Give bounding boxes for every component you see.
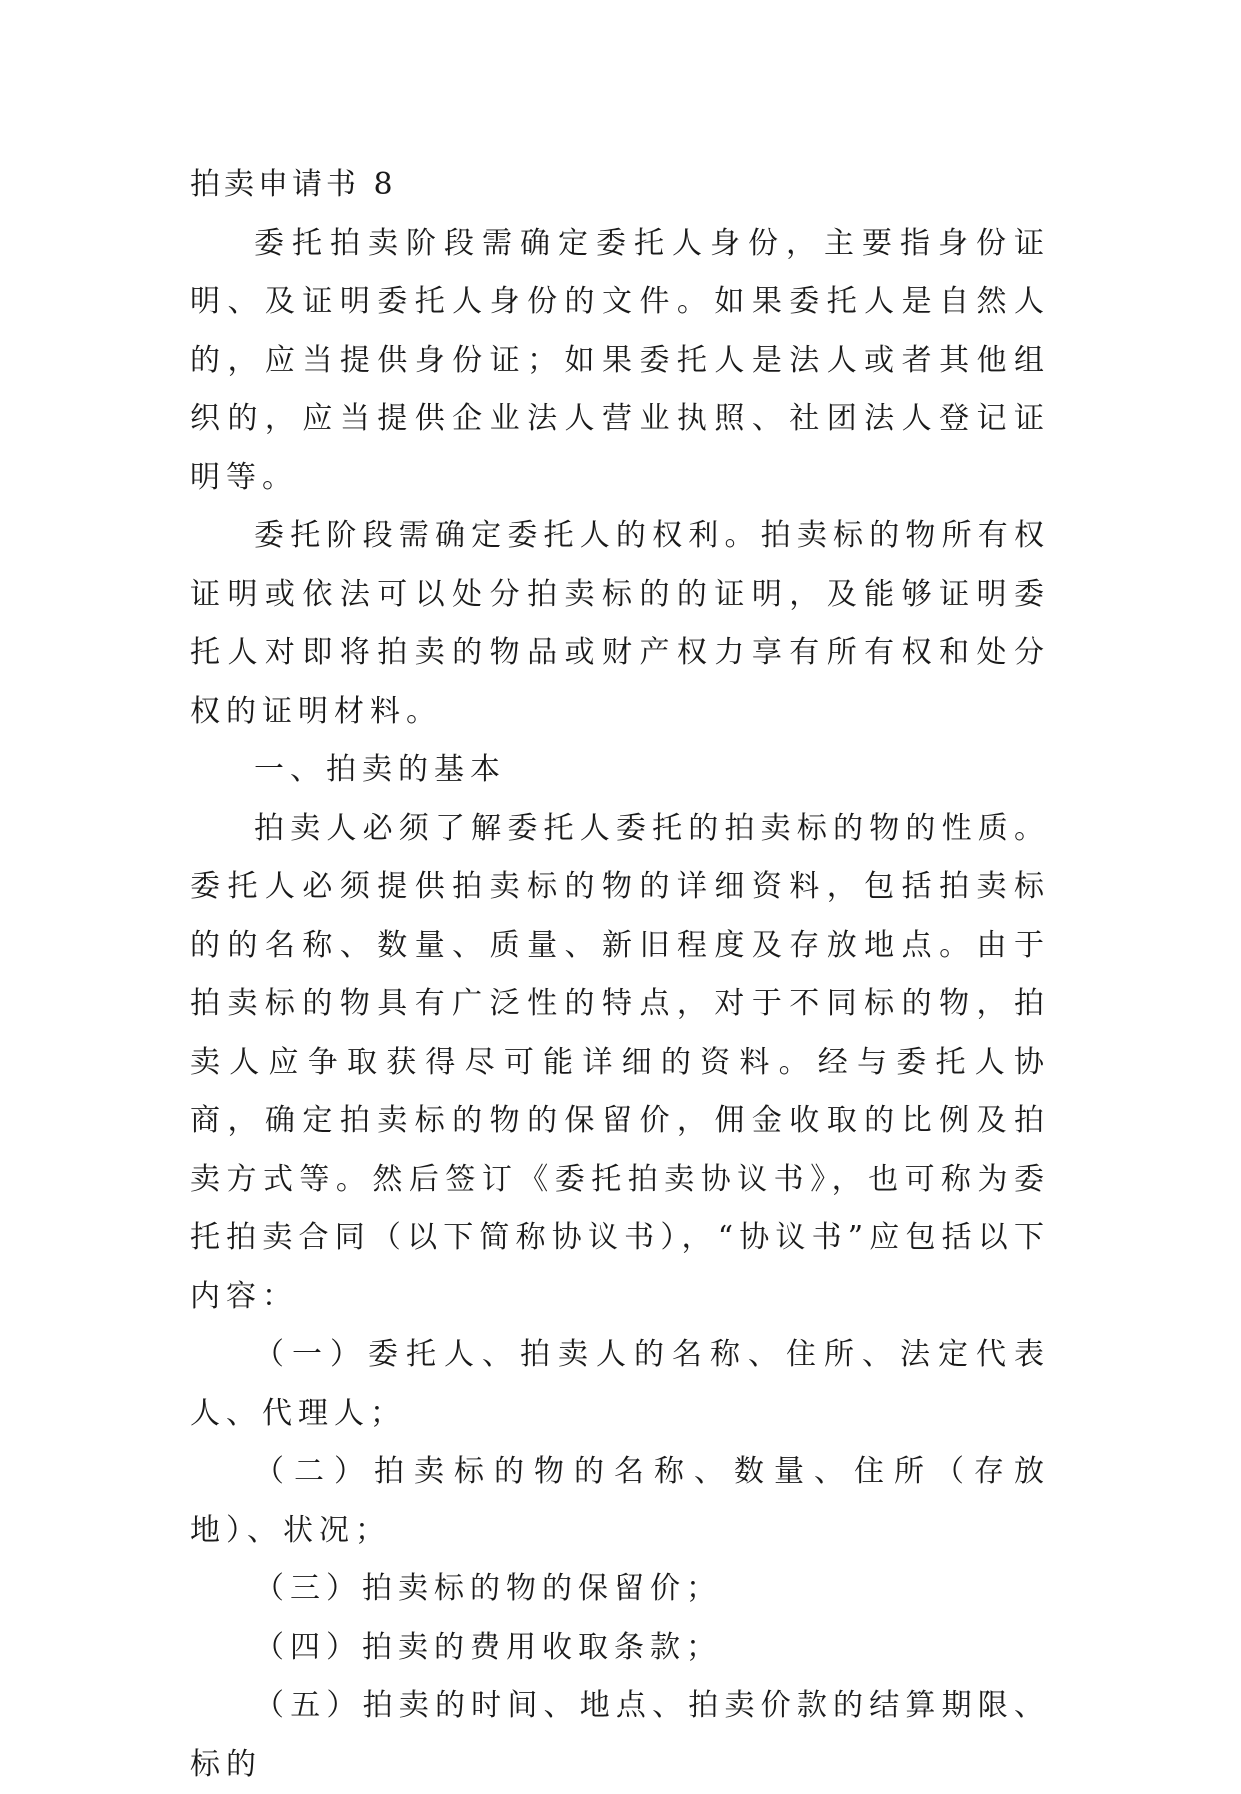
paragraph-identity: 委托拍卖阶段需确定委托人身份，主要指身份证明、及证明委托人身份的文件。如果委托人是自然人的，应当提供身份证；如果委托人是法人或者其他组织的，应当提供企业法人营业执照、社团法人登记证明等。 bbox=[190, 225, 1050, 495]
document-body bbox=[190, 156, 1050, 1794]
list-item-2: （二）拍卖标的物的名称、数量、住所（存放地）、状况； bbox=[190, 1454, 1050, 1548]
section-heading-basics: 一、拍卖的基本 bbox=[254, 752, 506, 787]
list-item-1: （一）委托人、拍卖人的名称、住所、法定代表人、代理人； bbox=[190, 1337, 1050, 1431]
list-item-5: （五）拍卖的时间、地点、拍卖价款的结算期限、标的 bbox=[190, 1688, 1050, 1782]
document-title: 拍卖申请书 8 bbox=[190, 167, 397, 202]
paragraph-auctioneer-duties: 拍卖人必须了解委托人委托的拍卖标的物的性质。委托人必须提供拍卖标的物的详细资料，包括拍卖标的的名称、数量、质量、新旧程度及存放地点。由于拍卖标的物具有广泛性的特点，对于不同标的物，拍卖人应争取获得尽可能详细的资料。经与委托人协商，确定拍卖标的物的保留价，佣金收取的比例及拍卖方式等。然后签订《委托拍卖协议书》，也可称为委托拍卖合同（以下简称协议书），“协议书”应包括以下内容： bbox=[190, 810, 1050, 1314]
paragraph-rights: 委托阶段需确定委托人的权利。拍卖标的物所有权证明或依法可以处分拍卖标的的证明，及能够证明委托人对即将拍卖的物品或财产权力享有所有权和处分权的证明材料。 bbox=[190, 518, 1050, 729]
list-item-4: （四）拍卖的费用收取条款； bbox=[254, 1629, 722, 1665]
list-item-3: （三）拍卖标的物的保留价； bbox=[254, 1571, 722, 1606]
